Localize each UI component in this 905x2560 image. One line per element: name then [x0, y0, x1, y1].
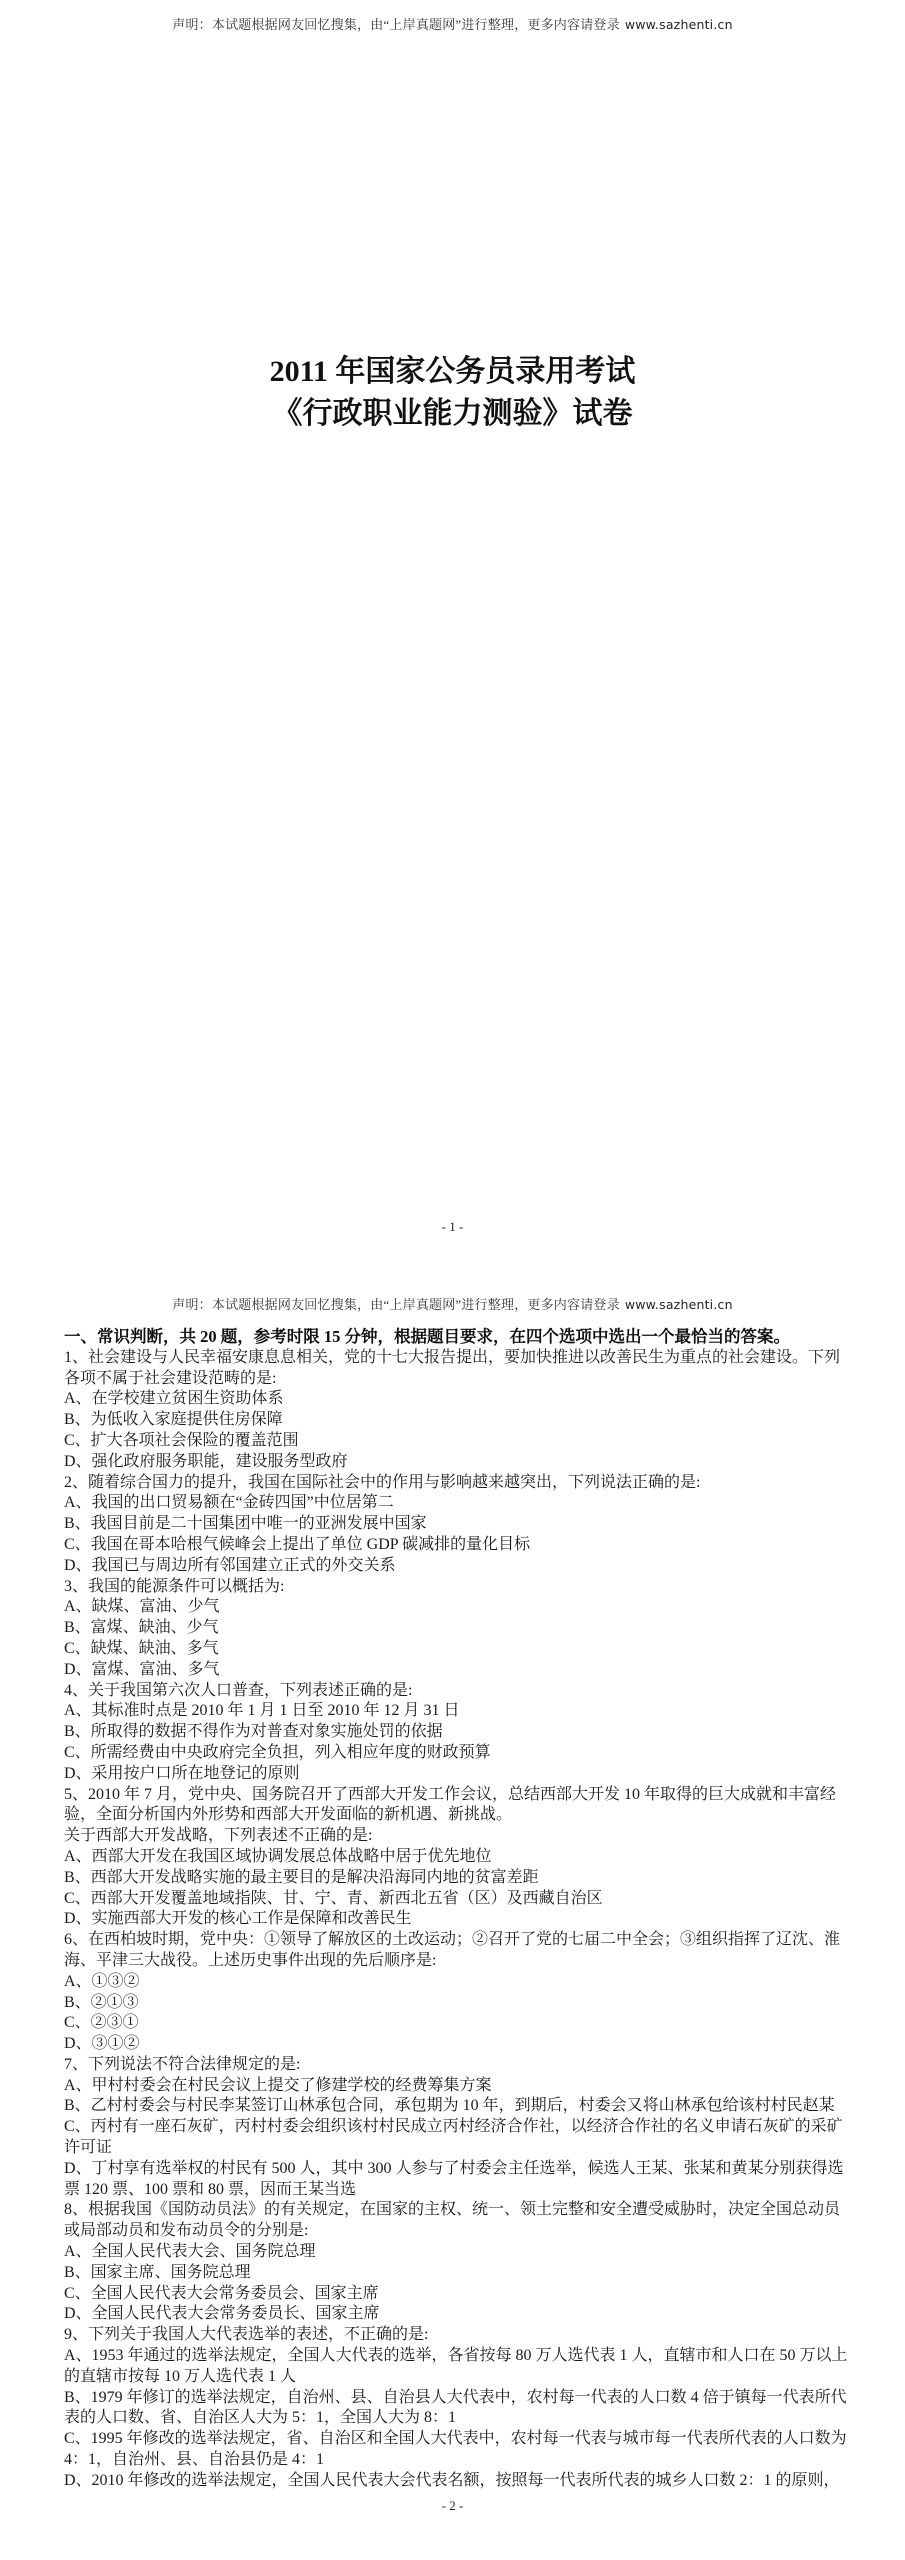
text-line: A、全国人民代表大会、国务院总理	[64, 2243, 316, 2261]
site-url: www.sazhenti.cn	[624, 1297, 733, 1312]
text-line: D、③①②	[64, 2035, 140, 2053]
text-line: C、全国人民代表大会常务委员会、国家主席	[64, 2284, 379, 2302]
text-line: D、全国人民代表大会常务委员长、国家主席	[64, 2305, 380, 2323]
disclaimer-text: 声明：本试题根据网友回忆搜集，由“上岸真题网”进行整理，更多内容请登录	[172, 1297, 620, 1312]
text-line: B、②①③	[64, 1993, 139, 2011]
text-line: 9、下列关于我国人大代表选举的表述，不正确的是:	[64, 2326, 429, 2344]
text-line: 3、我国的能源条件可以概括为:	[64, 1577, 285, 1595]
text-line: 许可证	[64, 2139, 113, 2157]
text-line: 4：1，自治州、县、自治县仍是 4：1	[64, 2451, 325, 2469]
text-line: A、西部大开发在我国区域协调发展总体战略中居于优先地位	[64, 1847, 492, 1865]
text-line: 2、随着综合国力的提升，我国在国际社会中的作用与影响越来越突出，下列说法正确的是:	[64, 1473, 701, 1491]
text-line: B、富煤、缺油、少气	[64, 1619, 219, 1637]
text-line: B、西部大开发战略实施的最主要目的是解决沿海同内地的贫富差距	[64, 1868, 539, 1886]
page2-header-note	[0, 1294, 905, 1313]
text-line: 表的人口数、省、自治区人大为 5：1，全国人大为 8：1	[64, 2409, 457, 2427]
text-line: D、2010 年修改的选举法规定，全国人民代表大会代表名额，按照每一代表所代表的城乡人口数 2：1 的原则，	[64, 2471, 840, 2489]
text-line: C、我国在哥本哈根气候峰会上提出了单位 GDP 碳减排的量化目标	[64, 1535, 531, 1553]
text-line: C、丙村有一座石灰矿，丙村村委会组织该村村民成立丙村经济合作社，以经济合作社的名义申请石灰矿的采矿	[64, 2118, 843, 2136]
text-line: 的直辖市按每 10 万人选代表 1 人	[64, 2367, 297, 2385]
text-line: 1、社会建设与人民幸福安康息息相关，党的十七大报告提出，要加快推进以改善民生为重点的社会建设。下列	[64, 1348, 841, 1366]
text-line: D、实施西部大开发的核心工作是保障和改善民生	[64, 1910, 412, 1928]
text-line: A、在学校建立贫困生资助体系	[64, 1390, 284, 1408]
text-line: B、乙村村委会与村民李某签订山林承包合同，承包期为 10 年，到期后，村委会又将山林承包给该村村民赵某	[64, 2097, 835, 2115]
page2-number: - 2 -	[441, 2498, 464, 2513]
text-line: 7、下列说法不符合法律规定的是:	[64, 2055, 301, 2073]
page1-number: - 1 -	[441, 1219, 464, 1234]
text-line: C、缺煤、缺油、多气	[64, 1639, 219, 1657]
question-body	[64, 1327, 848, 2492]
text-line: 8、根据我国《国防动员法》的有关规定，在国家的主权、统一、领土完整和安全遭受威胁时，决定全国总动员	[64, 2201, 841, 2219]
text-line: 4、关于我国第六次人口普查，下列表述正确的是:	[64, 1681, 413, 1699]
text-line: A、其标准时点是 2010 年 1 月 1 日至 2010 年 12 月 31 日	[64, 1702, 460, 1720]
text-line: 海、平津三大战役。上述历史事件出现的先后顺序是:	[64, 1951, 437, 1969]
text-line: A、我国的出口贸易额在“金砖四国”中位居第二	[64, 1494, 394, 1512]
text-line: C、1995 年修改的选举法规定，省、自治区和全国人大代表中，农村每一代表与城市每一代表所代表的人口数为	[64, 2430, 847, 2448]
text-line: B、为低收入家庭提供住房保障	[64, 1411, 283, 1429]
text-line: A、甲村村委会在村民会议上提交了修建学校的经费筹集方案	[64, 2076, 492, 2094]
text-line: 票 120 票、100 票和 80 票，因而王某当选	[64, 2180, 357, 2198]
text-line: C、西部大开发覆盖地域指陕、甘、宁、青、新西北五省（区）及西藏自治区	[64, 1889, 603, 1907]
disclaimer-text: 声明：本试题根据网友回忆搜集，由“上岸真题网”进行整理，更多内容请登录	[172, 17, 620, 32]
text-line: B、我国目前是二十国集团中唯一的亚洲发展中国家	[64, 1515, 427, 1533]
text-line: C、②③①	[64, 2014, 139, 2032]
text-line: B、1979 年修订的选举法规定，自治州、县、自治县人大代表中，农村每一代表的人口数 4 倍于镇每一代表所代	[64, 2388, 847, 2406]
text-line: D、采用按户口所在地登记的原则	[64, 1764, 300, 1782]
text-line: C、扩大各项社会保险的覆盖范围	[64, 1431, 299, 1449]
question-lines	[64, 1348, 848, 2492]
text-line: D、丁村享有选举权的村民有 500 人，其中 300 人参与了村委会主任选举，候选人王某、张某和黄某分别获得选	[64, 2159, 844, 2177]
text-line: A、缺煤、富油、少气	[64, 1598, 220, 1616]
section-heading: 一、常识判断，共 20 题，参考时限 15 分钟，根据题目要求，在四个选项中选出一个最恰当的答案。	[64, 1327, 790, 1346]
text-line: D、富煤、富油、多气	[64, 1660, 220, 1678]
text-line: A、1953 年通过的选举法规定，全国人大代表的选举，各省按每 80 万人选代表 1 人，直辖市和人口在 50 万以上	[64, 2347, 848, 2365]
text-line: 关于西部大开发战略，下列表述不正确的是:	[64, 1827, 373, 1845]
text-line: 5、2010 年 7 月，党中央、国务院召开了西部大开发工作会议，总结西部大开发 10 年取得的巨大成就和丰富经	[64, 1785, 837, 1803]
text-line: 6、在西柏坡时期，党中央：①领导了解放区的土改运动；②召开了党的七届二中全会；③组织指挥了辽沈、淮	[64, 1931, 841, 1949]
title-line-2: 《行政职业能力测验》试卷	[272, 397, 633, 430]
text-line: B、国家主席、国务院总理	[64, 2263, 251, 2281]
document-title	[0, 351, 905, 435]
page1-header-note	[0, 14, 905, 33]
text-line: 或局部动员和发布动员令的分别是:	[64, 2222, 309, 2240]
text-line: B、所取得的数据不得作为对普查对象实施处罚的依据	[64, 1723, 443, 1741]
text-line: D、我国已与周边所有邻国建立正式的外交关系	[64, 1556, 396, 1574]
site-url: www.sazhenti.cn	[624, 17, 733, 32]
text-line: C、所需经费由中央政府完全负担，列入相应年度的财政预算	[64, 1743, 491, 1761]
title-line-1: 2011 年国家公务员录用考试	[269, 355, 636, 388]
text-line: 验，全面分析国内外形势和西部大开发面临的新机遇、新挑战。	[64, 1806, 513, 1824]
text-line: 各项不属于社会建设范畴的是:	[64, 1369, 277, 1387]
text-line: D、强化政府服务职能，建设服务型政府	[64, 1452, 348, 1470]
text-line: A、①③②	[64, 1972, 140, 1990]
